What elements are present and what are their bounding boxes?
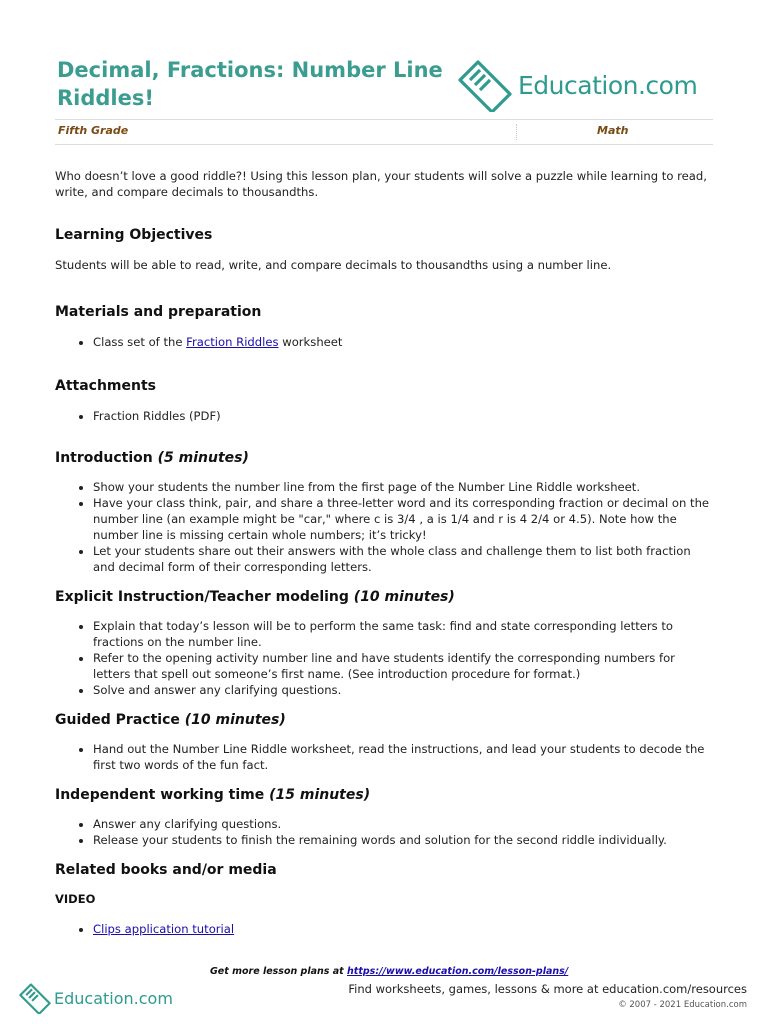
fraction-riddles-link[interactable]: Fraction Riddles: [186, 335, 279, 349]
independent-list: [55, 816, 715, 848]
list-item: • Class set of the Fraction Riddles worksheet: [93, 334, 715, 350]
section-heading-introduction: Introduction (5 minutes): [55, 450, 249, 466]
footer-logo[interactable]: [18, 982, 173, 1014]
section-heading-explicit: Explicit Instruction/Teacher modeling (10 minutes): [55, 589, 455, 605]
section-heading-related: Related books and/or media: [55, 862, 277, 878]
list-item: • Explain that today’s lesson will be to perform the same task: find and state corresponding letters to fractions on the number line.: [93, 618, 715, 650]
logo-text: Education.com: [518, 70, 698, 100]
related-list: [55, 921, 715, 937]
guided-list: [55, 741, 715, 773]
lesson-meta-bar: [55, 119, 713, 145]
list-item: • Release your students to finish the remaining words and solution for the second riddle individually.: [93, 832, 715, 848]
footer-logo-text: Education.com: [54, 988, 173, 1008]
list-item: • Let your students share out their answers with the whole class and challenge them to list both fraction and decimal form of their corresponding letters.: [93, 543, 715, 575]
intro-paragraph: Who doesn’t love a good riddle?! Using this lesson plan, your students will solve a puzzle while learning to read, write, and compare decimals to thousandths.: [55, 169, 707, 199]
list-item: • Refer to the opening activity number line and have students identify the corresponding numbers for letters that spell out someone’s first name. (See introduction procedure for format.): [93, 650, 715, 682]
list-item: [93, 921, 715, 937]
footer-promo: Get more lesson plans at https://www.education.com/lesson-plans/: [210, 966, 569, 977]
footer-copyright: © 2007 - 2021 Education.com: [618, 1000, 747, 1010]
clips-tutorial-link[interactable]: Clips application tutorial: [93, 922, 235, 936]
education-logo[interactable]: [456, 58, 697, 112]
attachments-list: [55, 408, 715, 424]
list-item: • Fraction Riddles (PDF): [93, 408, 715, 424]
section-heading-materials: Materials and preparation: [55, 304, 262, 320]
section-heading-attachments: Attachments: [55, 378, 157, 394]
list-item: • Have your class think, pair, and share a three-letter word and its corresponding fraction or decimal on the number line (an example might be "car," where c is 3/4 , a is 1/4 and r is 4 2/4 or 4.5). Note how the number line is missing certain whole numbers; it’s tricky!: [93, 495, 715, 543]
section-heading-independent: Independent working time (15 minutes): [55, 787, 371, 803]
education-logo-icon: [18, 982, 52, 1014]
lesson-body: [55, 168, 715, 937]
explicit-list: [55, 618, 715, 698]
introduction-list: [55, 479, 715, 575]
footer-resources-text: Find worksheets, games, lessons & more at education.com/resources: [348, 982, 747, 996]
list-item: • Hand out the Number Line Riddle worksheet, read the instructions, and lead your students to decode the first two words of the fun fact.: [93, 741, 715, 773]
subject-label: Math: [597, 124, 629, 137]
video-label: VIDEO: [55, 892, 96, 906]
list-item: • Answer any clarifying questions.: [93, 816, 715, 832]
grade-label: Fifth Grade: [58, 124, 129, 137]
list-item: • Show your students the number line from the first page of the Number Line Riddle worksheet.: [93, 479, 715, 495]
section-heading-objectives: Learning Objectives: [55, 227, 213, 243]
materials-list: [55, 334, 715, 350]
list-item: • Solve and answer any clarifying questions.: [93, 682, 715, 698]
section-heading-guided: Guided Practice (10 minutes): [55, 712, 286, 728]
education-logo-icon: [456, 58, 514, 112]
meta-divider: [516, 124, 517, 140]
objectives-text: Students will be able to read, write, and compare decimals to thousandths using a number line.: [55, 258, 612, 272]
lesson-plans-link[interactable]: https://www.education.com/lesson-plans/: [347, 966, 569, 977]
page-title: Decimal, Fractions: Number Line Riddles!: [57, 58, 443, 110]
